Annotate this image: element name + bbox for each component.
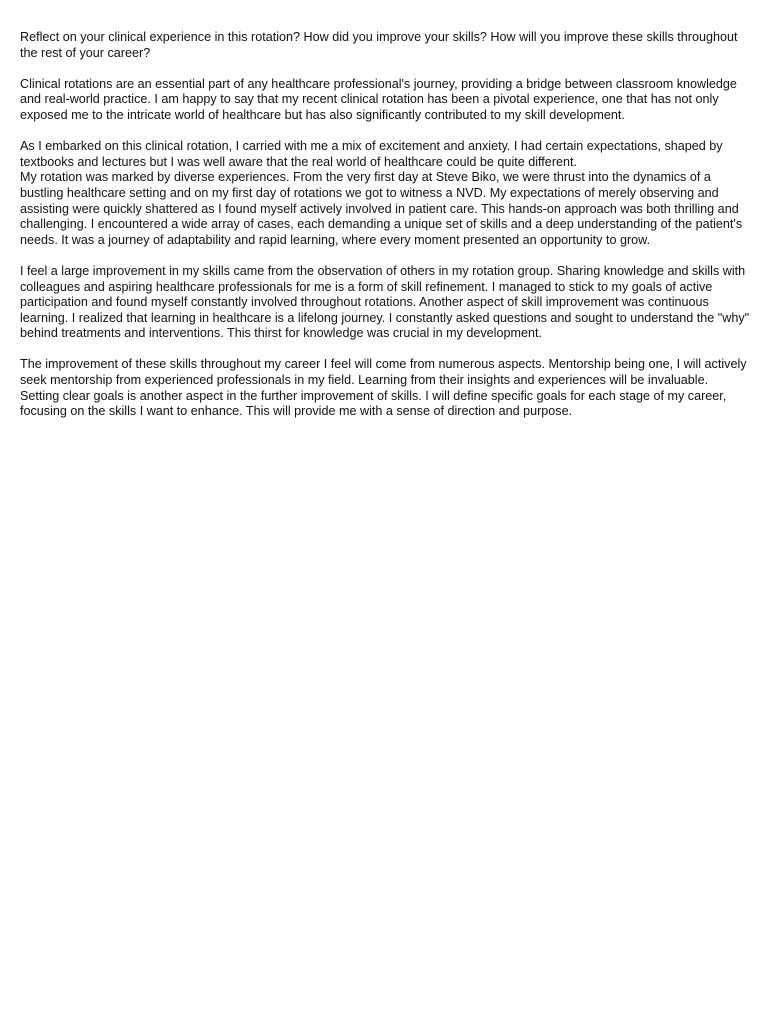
paragraph-intro: Clinical rotations are an essential part of any healthcare professional's journey, providing a bridge between classroom knowledge and real-world practice. I am happy to say that my recent clinical rotation has been a pivotal experience, one that has not only exposed me to the intricate world of healthcare but has also significantly contributed to my skill development. [20, 76, 737, 122]
document-body [20, 30, 750, 435]
paragraph-future-career: The improvement of these skills throughout my career I feel will come from numerous aspects. Mentorship being one, I will actively seek mentorship from experienced professionals in my field. Learning from their insights and experiences will be invaluable. Setting clear goals is another aspect in the further improvement of skills. I will define specific goals for each stage of my career, focusing on the skills I want to enhance. This will provide me with a sense of direction and purpose. [20, 357, 747, 419]
question-prompt: Reflect on your clinical experience in this rotation? How did you improve your skills? How will you improve these skills throughout the rest of your career? [20, 30, 738, 60]
paragraph-experience [20, 139, 750, 248]
paragraph-experience-rotation: My rotation was marked by diverse experiences. From the very first day at Steve Biko, we were thrust into the dynamics of a bustling healthcare setting and on my first day of rotations we got to witness a NVD. My expectations of merely observing and assisting were quickly shattered as I found myself actively involved in patient care. This hands-on approach was both thrilling and challenging. I encountered a wide array of cases, each demanding a unique set of skills and a deep understanding of the patient's needs. It was a journey of adaptability and rapid learning, where every moment presented an opportunity to grow. [20, 170, 743, 247]
paragraph-experience-expectations: As I embarked on this clinical rotation, I carried with me a mix of excitement and anxiety. I had certain expectations, shaped by textbooks and lectures but I was well aware that the real world of healthcare could be quite different. [20, 139, 723, 169]
paragraph-skill-improvement: I feel a large improvement in my skills came from the observation of others in my rotation group. Sharing knowledge and skills with colleagues and aspiring healthcare professionals for me is a form of skill refinement. I managed to stick to my goals of active participation and found myself constantly involved throughout rotations. Another aspect of skill improvement was continuous learning. I realized that learning in healthcare is a lifelong journey. I constantly asked questions and sought to understand the "why" behind treatments and interventions. This thirst for knowledge was crucial in my development. [20, 263, 750, 341]
